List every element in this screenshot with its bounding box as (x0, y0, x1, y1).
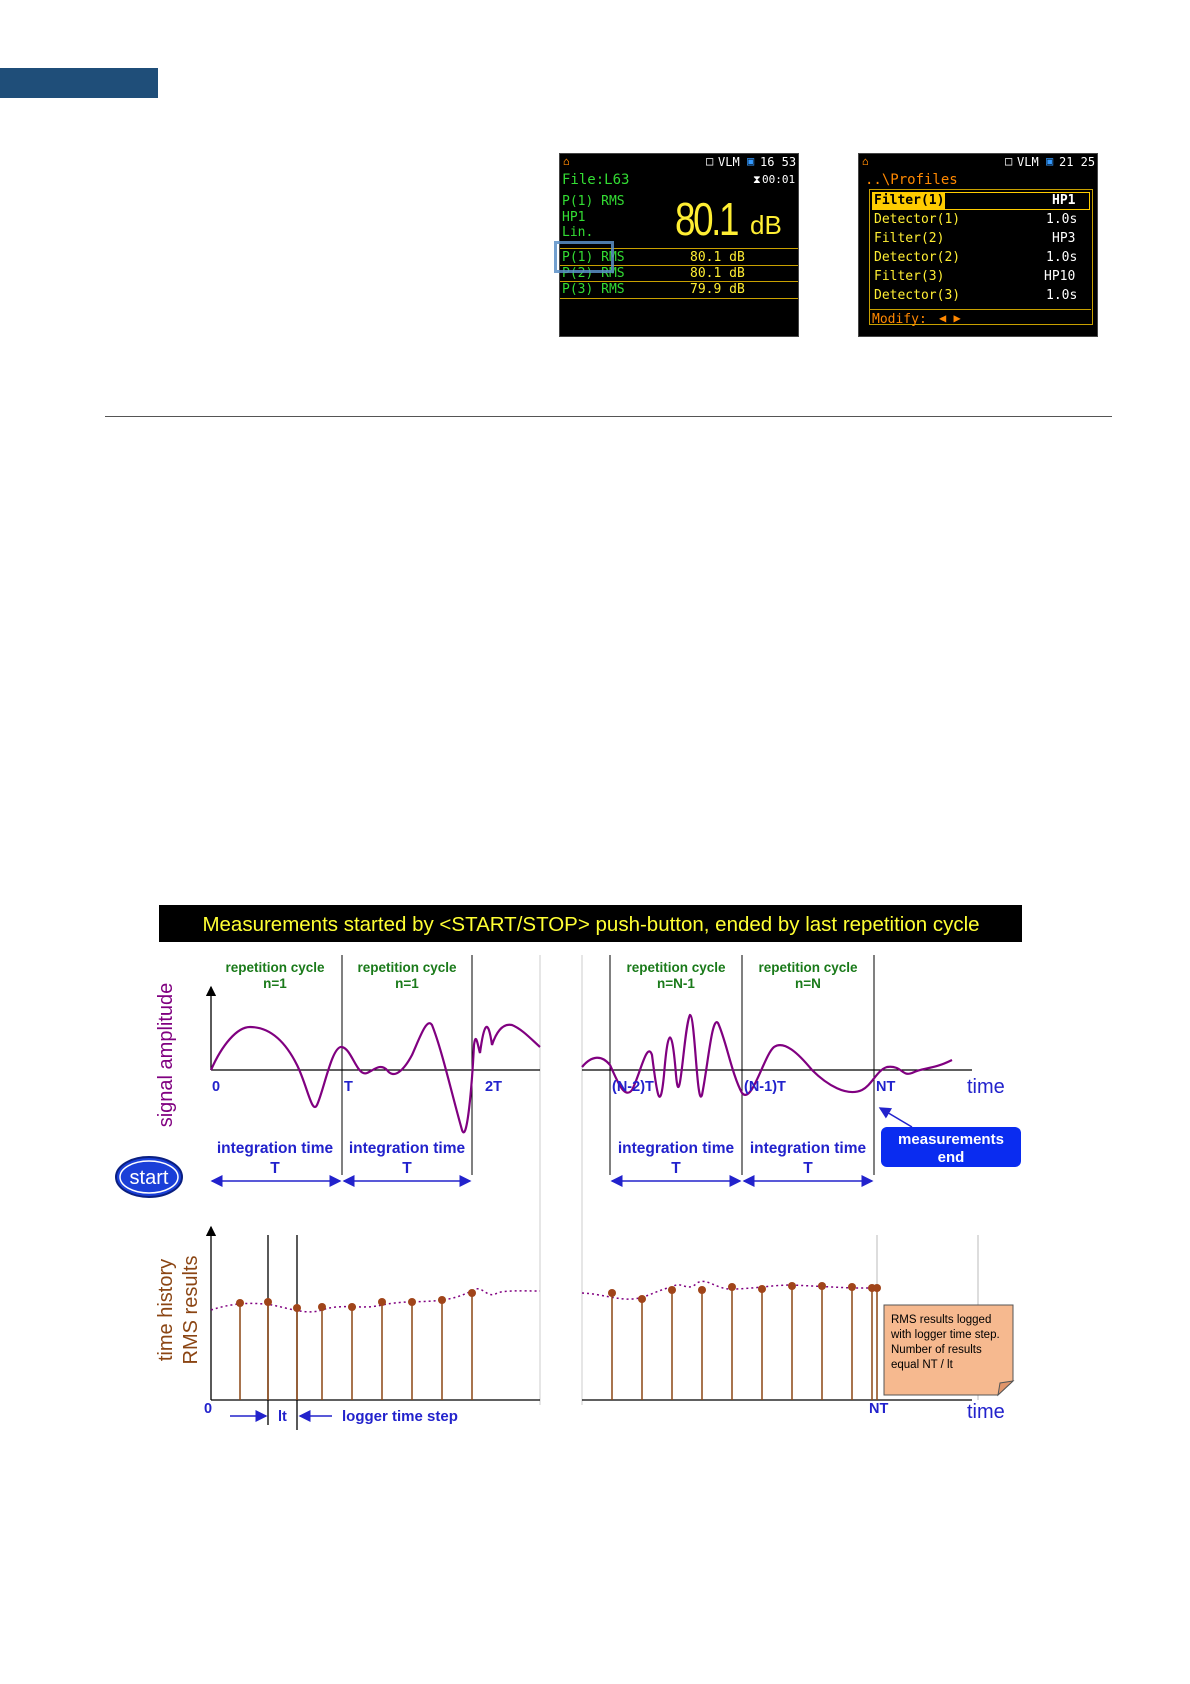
end-label: measurements (898, 1131, 1004, 1148)
mode-label: VLM (1017, 155, 1039, 169)
menu-path: ..\Profiles (865, 172, 958, 188)
menu-item-value: HP10 (1044, 269, 1076, 284)
note-line: RMS results logged (891, 1314, 992, 1326)
menu-item-value: 1.0s (1046, 212, 1078, 227)
status-square-icon: □ (706, 154, 714, 168)
row-value: 79.9 dB (690, 282, 745, 297)
clock: 21 25 (1059, 155, 1096, 169)
x-label-bottom: time (967, 1401, 1005, 1423)
rms-point (728, 1283, 736, 1291)
timer: 00:01 (762, 173, 796, 186)
menu-item-label[interactable]: Filter(1) (874, 193, 945, 208)
arrow-left-right-icon: ◀ ▶ (939, 311, 961, 325)
row-value: 80.1 dB (690, 266, 745, 281)
cycle-label: repetition cycle (225, 960, 325, 975)
logger-label: logger time step (342, 1408, 458, 1425)
tick-label: (N-2)T (612, 1079, 654, 1095)
rms-point (408, 1298, 416, 1306)
note-line: with logger time step. (891, 1329, 1000, 1341)
rms-point (668, 1286, 676, 1294)
cycle-label: repetition cycle (357, 960, 457, 975)
menu-item-label[interactable]: Detector(3) (874, 288, 961, 303)
rms-point (608, 1289, 616, 1297)
profile-label: P(1) RMS (562, 194, 625, 209)
cycle-index: n=1 (395, 976, 419, 991)
rms-point (788, 1282, 796, 1290)
menu-item-value: 1.0s (1046, 250, 1078, 265)
rms-point (236, 1299, 244, 1307)
rms-point (818, 1282, 826, 1290)
start-label: start (129, 1167, 169, 1189)
timer-icon: ⧗ (753, 173, 761, 186)
cycle-index: n=N (795, 976, 821, 991)
status-bar (560, 154, 798, 170)
section-divider (105, 416, 1112, 417)
y-label-bottom: RMS results (180, 1255, 202, 1365)
note-line: equal NT / lt (891, 1359, 953, 1371)
home-icon: ⌂ (563, 155, 570, 168)
weighting-label: Lin. (562, 225, 594, 240)
device-screen-measurement (559, 153, 799, 337)
mode-label: VLM (718, 155, 740, 169)
integration-symbol: T (803, 1160, 813, 1177)
rms-point (468, 1289, 476, 1297)
tick-label: NT (876, 1079, 896, 1095)
tick-label: NT (869, 1401, 889, 1417)
battery-icon: ▣ (747, 154, 755, 168)
device-screen-profiles (858, 153, 1098, 337)
tick-label: 2T (485, 1079, 502, 1095)
menu-item-value: HP1 (1052, 193, 1076, 208)
cycle-index: n=1 (263, 976, 287, 991)
rms-point (378, 1298, 386, 1306)
integration-symbol: T (270, 1160, 280, 1177)
highlight-box (554, 241, 614, 273)
x-label-top: time (967, 1076, 1005, 1098)
integration-label: integration time (348, 1140, 466, 1157)
row-label: P(1) RMS (562, 250, 625, 265)
menu-item-label[interactable]: Filter(2) (874, 231, 945, 246)
integration-symbol: T (671, 1160, 681, 1177)
rms-point (318, 1303, 326, 1311)
menu-item-label[interactable]: Detector(2) (874, 250, 961, 265)
rms-point (758, 1285, 766, 1293)
menu-item-value: 1.0s (1046, 288, 1078, 303)
y-label-bottom: time history (155, 1258, 177, 1362)
file-name: File:L63 (562, 172, 630, 188)
row-value: 80.1 dB (690, 250, 745, 265)
note-line: Number of results (891, 1344, 982, 1356)
rms-point (293, 1304, 301, 1312)
main-value: 80.1 (675, 193, 738, 245)
rms-point (348, 1303, 356, 1311)
cycle-label: repetition cycle (758, 960, 858, 975)
rms-point (264, 1298, 272, 1306)
diagram-title: Measurements started by <START/STOP> push-button, ended by last repetition cycle (202, 913, 980, 936)
battery-icon: ▣ (1046, 154, 1054, 168)
end-label: end (937, 1149, 965, 1166)
tick-label: 0 (204, 1401, 213, 1417)
home-icon: ⌂ (862, 155, 869, 168)
clock: 16 53 (760, 155, 797, 169)
row-label: P(2) RMS (562, 266, 625, 281)
menu-item-value: HP3 (1052, 231, 1076, 246)
header-bar (0, 68, 158, 98)
tick-label: 0 (212, 1079, 221, 1095)
status-bar (859, 154, 1097, 170)
rms-point (848, 1283, 856, 1291)
rms-point (873, 1284, 881, 1292)
tick-label: T (344, 1079, 353, 1095)
integration-label: integration time (617, 1140, 735, 1157)
rms-point (698, 1286, 706, 1294)
status-square-icon: □ (1005, 154, 1013, 168)
cycle-index: n=N-1 (657, 976, 695, 991)
footer-hint: Modify: (872, 312, 927, 327)
rms-point (438, 1296, 446, 1304)
lt-label: lt (278, 1409, 287, 1425)
main-unit: dB (750, 210, 782, 240)
row-label: P(3) RMS (562, 282, 625, 297)
filter-label: HP1 (562, 210, 586, 225)
integration-symbol: T (402, 1160, 412, 1177)
y-label-top: signal amplitude (155, 982, 177, 1128)
measurement-timing-diagram (112, 905, 1022, 1435)
menu-item-label[interactable]: Detector(1) (874, 212, 961, 227)
signal-waveform (211, 1023, 540, 1132)
integration-label: integration time (749, 1140, 867, 1157)
integration-label: integration time (216, 1140, 334, 1157)
rms-point (638, 1295, 646, 1303)
cycle-label: repetition cycle (626, 960, 726, 975)
tick-label: (N-1)T (744, 1079, 786, 1095)
rms-trend (211, 1289, 540, 1312)
menu-item-label[interactable]: Filter(3) (874, 269, 945, 284)
